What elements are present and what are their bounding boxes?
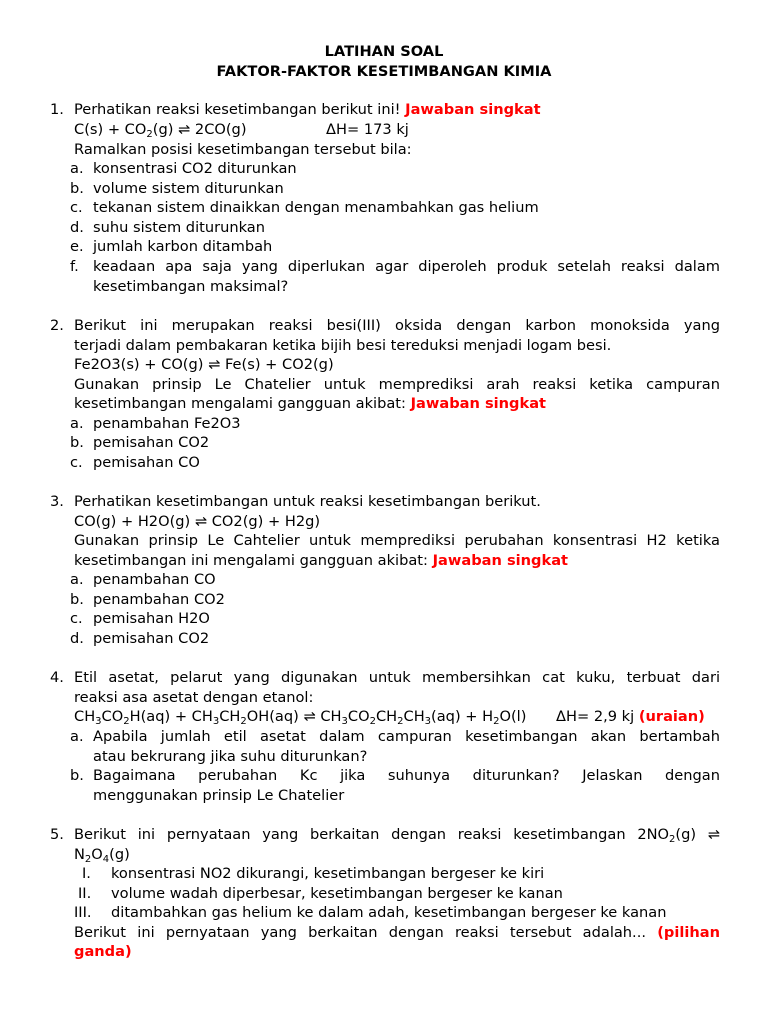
q3-option: penambahan CO2 xyxy=(93,591,225,608)
q5-statement: volume wadah diperbesar, kesetimbangan bergeser ke kanan xyxy=(111,885,563,902)
q5-statement-number: II. xyxy=(78,885,92,902)
q3-option: pemisahan CO2 xyxy=(93,630,210,647)
q1-enthalpy: ΔH= 173 kj xyxy=(326,121,409,138)
q1-option-letter: b. xyxy=(70,180,84,197)
q4-enthalpy: ΔH= 2,9 kj (uraian) xyxy=(556,708,705,725)
q1-option: tekanan sistem dinaikkan dengan menambahkan gas helium xyxy=(93,199,539,216)
q4-reaction: $CH_3CO_2H(aq) + CH_3CH_2OH(aq)$ ⇌ $CH_3CO_2CH_2CH_3(aq) + H_2O(l)$ xyxy=(74,708,527,727)
q4-option-continued: atau bekrurang jika suhu diturunkan? xyxy=(93,748,368,765)
q1-option-letter: f. xyxy=(70,258,79,275)
q2-option: penambahan Fe2O3 xyxy=(93,415,241,432)
q2-option-letter: a. xyxy=(70,415,84,432)
q1-text: Perhatikan reaksi kesetimbangan berikut ini! Jawaban singkat xyxy=(74,101,541,118)
q2-instruction-continued: kesetimbangan mengalami gangguan akibat: Jawaban singkat xyxy=(74,395,547,412)
q5-statement: konsentrasi NO2 dikurangi, kesetimbangan bergeser ke kiri xyxy=(111,865,545,882)
q4-answer-type: (uraian) xyxy=(638,708,705,725)
q1-option: jumlah karbon ditambah xyxy=(93,238,273,255)
q5-statement-number: I. xyxy=(82,865,91,882)
q3-answer-type: Jawaban singkat xyxy=(432,552,569,569)
q2-text: Berikut ini merupakan reaksi besi(III) oksida dengan karbon monoksida yang xyxy=(74,317,720,334)
q2-reaction: Fe2O3(s) + CO(g) ⇌ Fe(s) + CO2(g) xyxy=(74,356,334,373)
q3-option-letter: c. xyxy=(70,610,83,627)
q1-number: 1. xyxy=(50,101,64,118)
q3-reaction: CO(g) + H2O(g) ⇌ CO2(g) + H2g) xyxy=(74,513,321,530)
q5-answer-type: (pilihan xyxy=(657,924,721,941)
q2-option-letter: c. xyxy=(70,454,83,471)
q1-option-letter: a. xyxy=(70,160,84,177)
q1-instruction: Ramalkan posisi kesetimbangan tersebut bila: xyxy=(74,141,412,158)
q2-option: pemisahan CO xyxy=(93,454,200,471)
q2-option: pemisahan CO2 xyxy=(93,434,210,451)
q5-text: Berikut ini pernyataan yang berkaitan dengan reaksi kesetimbangan $2NO_2(g)$ ⇌ xyxy=(74,826,720,845)
q3-number: 3. xyxy=(50,493,64,510)
q1-option: keadaan apa saja yang diperlukan agar diperoleh produk setelah reaksi dalam xyxy=(93,258,720,275)
document-subtitle: FAKTOR-FAKTOR KESETIMBANGAN KIMIA xyxy=(216,63,552,80)
q5-text-continued: $N_2O_4(g)$ xyxy=(74,846,130,865)
q5-answer-type-continued: ganda) xyxy=(74,943,132,960)
q1-option: suhu sistem diturunkan xyxy=(93,219,265,236)
q3-text: Perhatikan kesetimbangan untuk reaksi kesetimbangan berikut. xyxy=(74,493,541,510)
q3-option-letter: d. xyxy=(70,630,84,647)
q2-number: 2. xyxy=(50,317,64,334)
q3-option: pemisahan H2O xyxy=(93,610,210,627)
q2-option-letter: b. xyxy=(70,434,84,451)
q1-option-letter: e. xyxy=(70,238,84,255)
q4-option: Bagaimana perubahan Kc jika suhunya diturunkan? Jelaskan dengan xyxy=(93,767,720,784)
q1-option: volume sistem diturunkan xyxy=(93,180,284,197)
q5-closing: Berikut ini pernyataan yang berkaitan dengan reaksi tersebut adalah... (pilihan xyxy=(74,924,721,941)
q1-answer-type: Jawaban singkat xyxy=(405,101,541,118)
q3-instruction: Gunakan prinsip Le Cahtelier untuk memprediksi perubahan konsentrasi H2 ketika xyxy=(74,532,720,549)
q4-option-letter: a. xyxy=(70,728,84,745)
q3-option-letter: a. xyxy=(70,571,84,588)
q5-number: 5. xyxy=(50,826,64,843)
q4-option: Apabila jumlah etil asetat dalam campuran kesetimbangan akan bertambah xyxy=(93,728,720,745)
q3-option-letter: b. xyxy=(70,591,84,608)
q1-option-continued: kesetimbangan maksimal? xyxy=(93,278,289,295)
q1-option-letter: c. xyxy=(70,199,83,216)
q3-instruction-continued: kesetimbangan ini mengalami gangguan akibat: Jawaban singkat xyxy=(74,552,569,569)
q1-option: konsentrasi CO2 diturunkan xyxy=(93,160,297,177)
q5-statement: ditambahkan gas helium ke dalam adah, kesetimbangan bergeser ke kanan xyxy=(111,904,667,921)
q4-option-letter: b. xyxy=(70,767,84,784)
document-title: LATIHAN SOAL xyxy=(324,43,444,60)
q4-text-continued: reaksi asa asetat dengan etanol: xyxy=(74,689,314,706)
q1-option-letter: d. xyxy=(70,219,84,236)
q4-number: 4. xyxy=(50,669,64,686)
q1-reaction: $C(s) + CO_2(g)$ ⇌ 2CO(g) xyxy=(74,121,247,140)
q2-text-continued: terjadi dalam pembakaran ketika bijih besi tereduksi menjadi logam besi. xyxy=(74,337,612,354)
q4-text: Etil asetat, pelarut yang digunakan untuk membersihkan cat kuku, terbuat dari xyxy=(74,669,720,686)
q2-instruction: Gunakan prinsip Le Chatelier untuk memprediksi arah reaksi ketika campuran xyxy=(74,376,720,393)
q3-option: penambahan CO xyxy=(93,571,216,588)
q4-option-continued: menggunakan prinsip Le Chatelier xyxy=(93,787,345,804)
q2-answer-type: Jawaban singkat xyxy=(410,395,547,412)
q5-statement-number: III. xyxy=(74,904,92,921)
